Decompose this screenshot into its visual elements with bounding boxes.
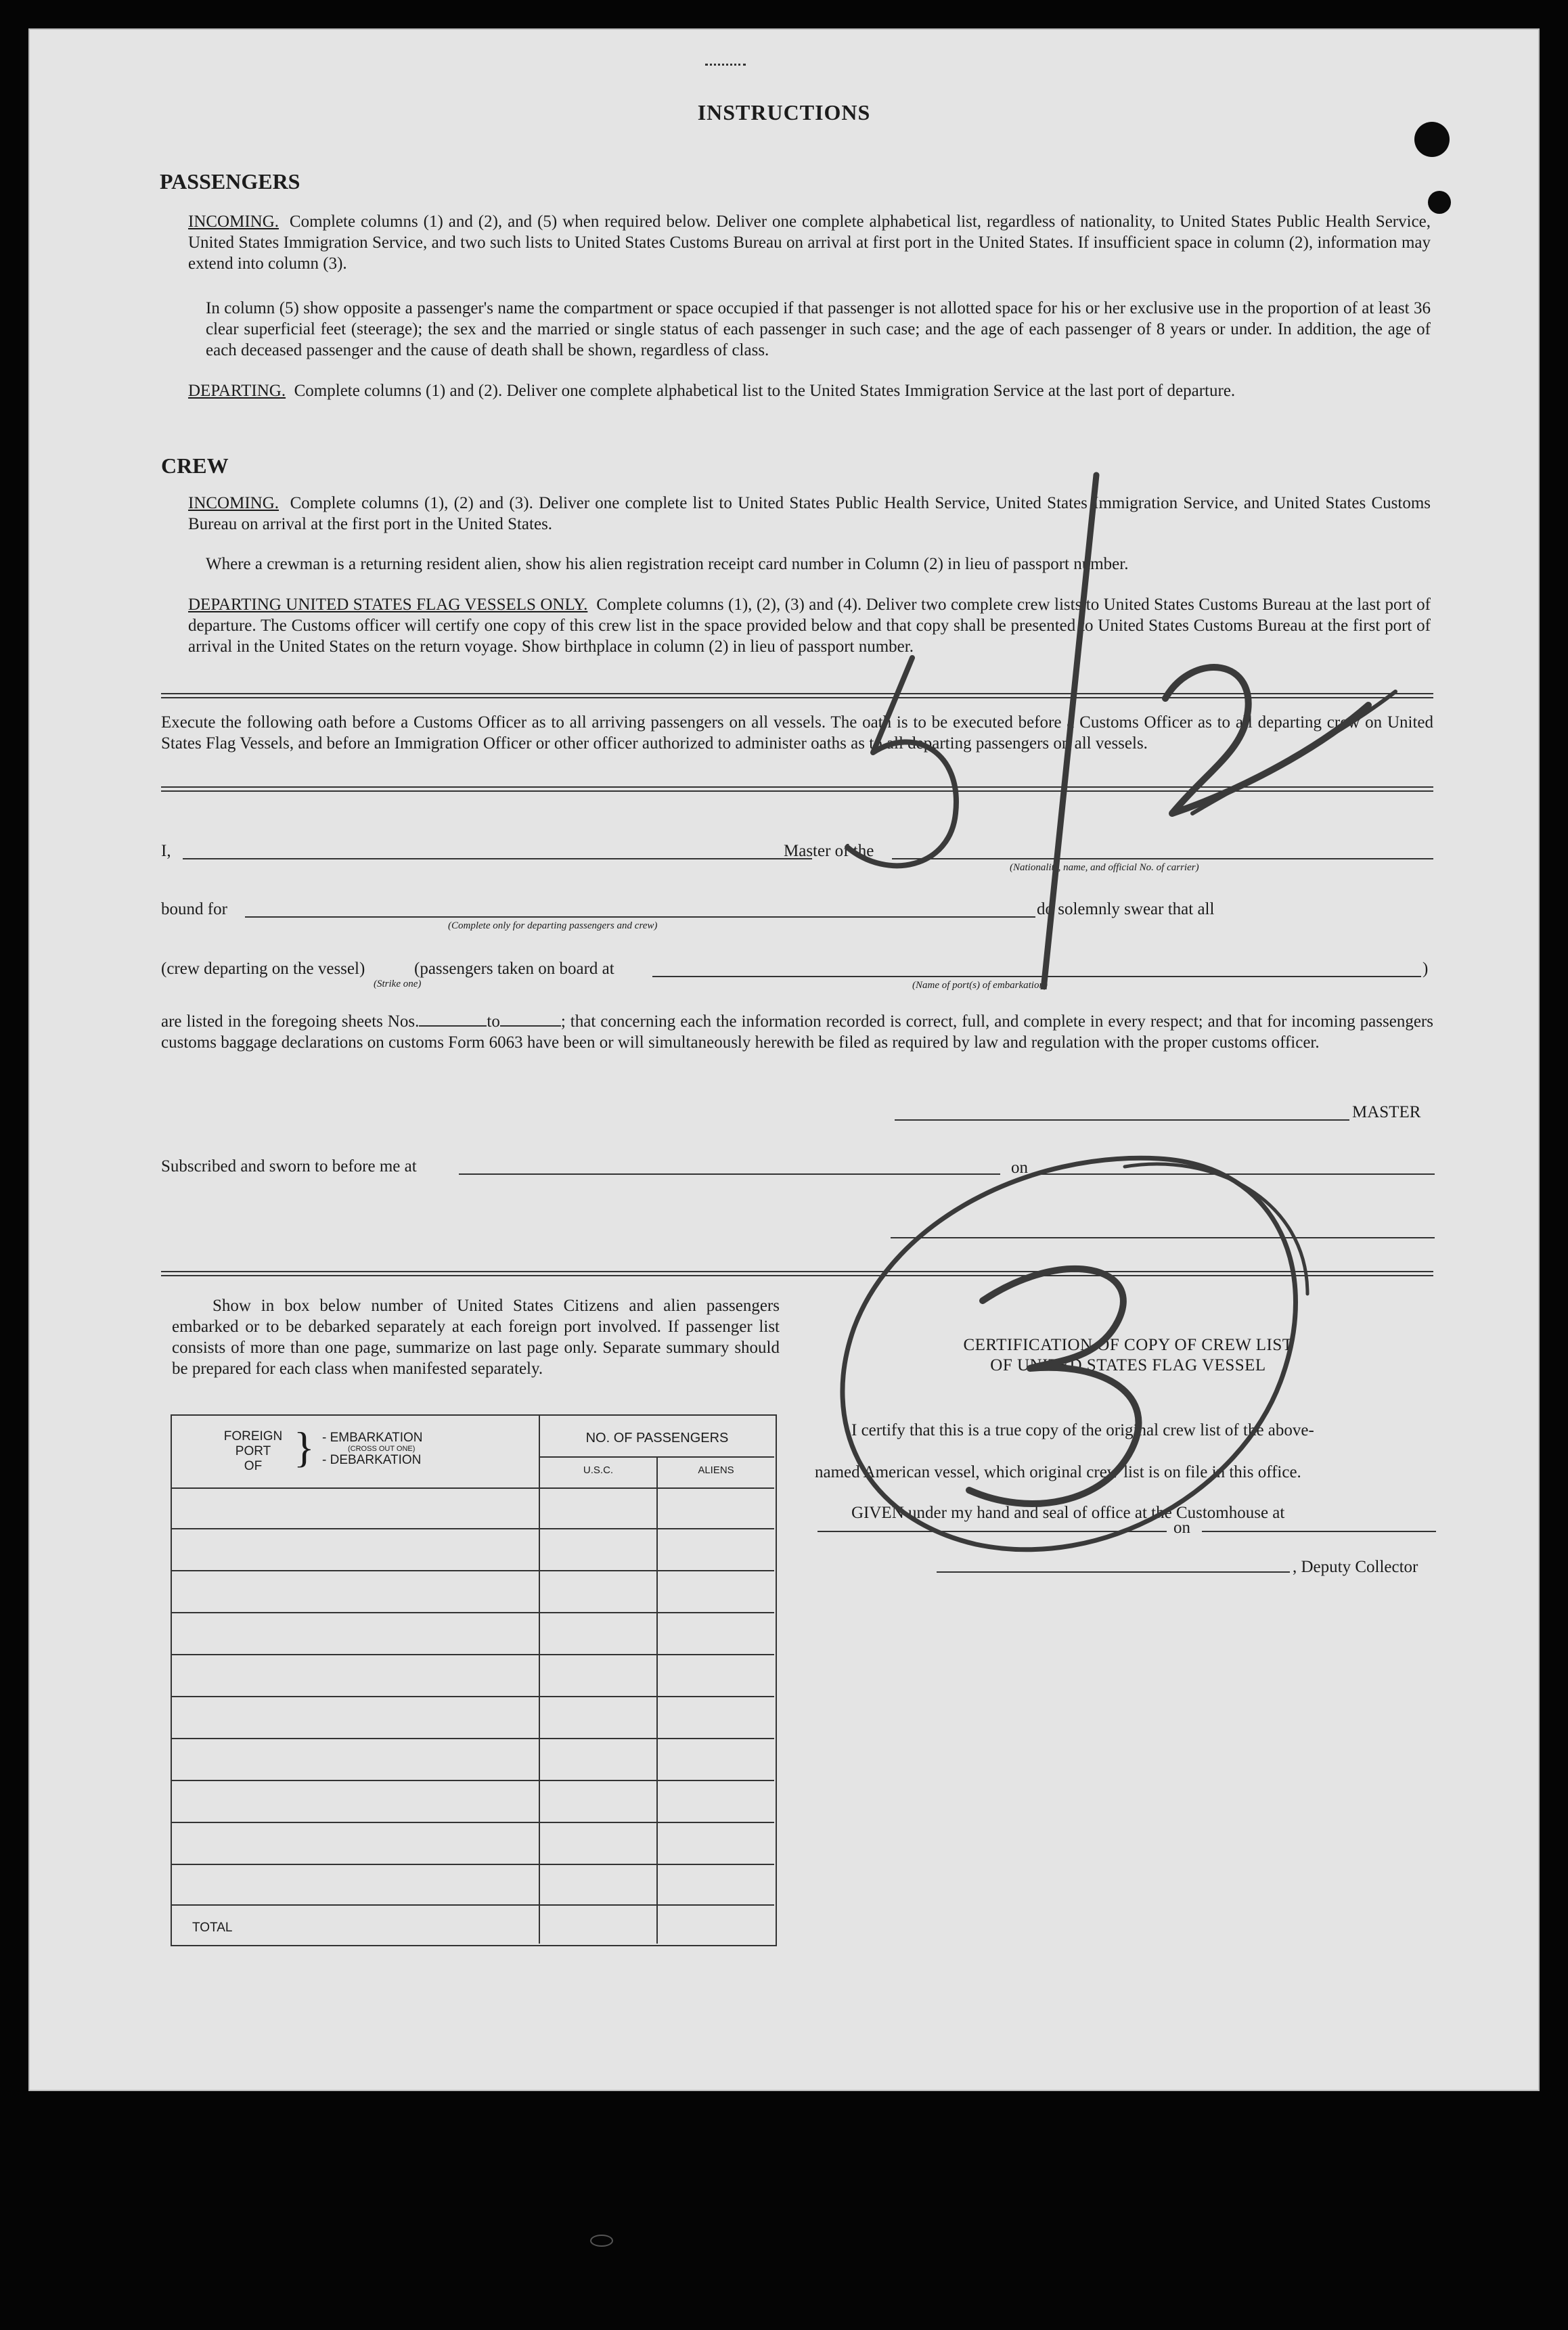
summary-instructions: Show in box below number of United States Citizens and alien passengers embarked or to be debarked separately at each foreign port involved. If passenger list consists of more than one page, summarize on last page only. Separate summary should be prepared for each class when manifested separately.	[172, 1297, 780, 1378]
listed-statement	[161, 1011, 1433, 1053]
bound-for-caption: (Complete only for departing passengers and crew)	[448, 920, 658, 931]
table-row[interactable]	[172, 1528, 774, 1570]
brace-glyph: }	[294, 1423, 315, 1471]
handwritten-slash	[1044, 475, 1096, 989]
passengers-departing-label: DEPARTING.	[188, 382, 286, 400]
passengers-column5-text: In column (5) show opposite a passenger's name the compartment or space occupied if that passenger is not allotted space for his or her exclusive use in the proportion of at least 36 clear superficial feet (steerage); the sex and the married or single status of each passenger in such case; and the age of each passenger of 8 years or under. In addition, the age of each deceased passenger and the cause of death shall be shown, regardless of class.	[206, 299, 1431, 359]
crew-crewman-text: Where a crewman is a returning resident alien, show his alien registration receipt card number in Column (2) in lieu of passport number.	[206, 555, 1129, 573]
punch-hole-mark	[1428, 191, 1451, 214]
crew-incoming-text: Complete columns (1), (2) and (3). Deliver one complete list to United States Public Health Service, United States Immigration Service, and United States Customs Bureau on arrival at the first port in the United States.	[188, 494, 1431, 533]
embarkation-port-caption: (Name of port(s) of embarkation)	[912, 980, 1048, 991]
table-row[interactable]	[172, 1487, 774, 1529]
listed-text-a: are listed in the foregoing sheets Nos.	[161, 1012, 420, 1031]
crew-departing-label: DEPARTING UNITED STATES FLAG VESSELS ONLY.	[188, 596, 588, 614]
cross-out-one-label: (CROSS OUT ONE)	[348, 1445, 416, 1453]
table-row[interactable]	[172, 1822, 774, 1864]
oath-intro: Execute the following oath before a Customs Officer as to all arriving passengers on all vessels. The oath is to be executed before a Customs Officer as to all departing crew on United States Flag Vessels, and before an Immigration Officer or other officer authorized to administer oaths as to all departing passengers on all vessels.	[161, 713, 1433, 753]
deputy-collector-signature-line[interactable]	[937, 1571, 1290, 1573]
punch-hole-mark	[1414, 122, 1450, 157]
aliens-header: ALIENS	[698, 1464, 734, 1476]
foreign-port-word: FOREIGN	[223, 1429, 283, 1443]
no-of-passengers-header: NO. OF PASSENGERS	[585, 1431, 729, 1446]
crew-heading: CREW	[161, 453, 229, 478]
certification-line-1: I certify that this is a true copy of the original crew list of the above-	[851, 1421, 1314, 1439]
speck-mark	[705, 64, 746, 70]
passengers-column5-paragraph	[206, 298, 1431, 361]
sheet-from-field[interactable]	[419, 1025, 487, 1027]
total-row[interactable]	[172, 1904, 774, 1945]
table-row[interactable]	[172, 1570, 774, 1612]
crew-departing-text: Complete columns (1), (2), (3) and (4). Deliver two complete crew lists to United States Customs Bureau at the last port of departure. The Customs officer will certify one copy of this crew list in the space provided below and that copy shall be presented to United States Customs Bureau at the first port of arrival in the United States on the return voyage. Show birthplace in column (2) in lieu of passport number.	[188, 596, 1431, 656]
page-title: INSTRUCTIONS	[697, 100, 871, 125]
embark-debark-header	[322, 1431, 423, 1467]
certification-heading-2: OF UNITED STATES FLAG VESSEL	[990, 1356, 1266, 1374]
master-name-line[interactable]	[183, 858, 812, 859]
listed-text-b: ; that concerning each the information recorded is correct, full, and complete in every respect; and that for incoming passengers customs baggage declarations on customs Form 6063 have been or will simultaneously herewith be filed as required by law and regulation with the proper customs officer.	[161, 1012, 1433, 1052]
embarkation-label: - EMBARKATION	[322, 1431, 423, 1445]
table-row[interactable]	[172, 1654, 774, 1696]
passengers-heading: PASSENGERS	[160, 169, 300, 194]
table-row[interactable]	[172, 1696, 774, 1738]
close-paren: )	[1423, 960, 1429, 978]
master-signature-line[interactable]	[895, 1119, 1349, 1121]
debarkation-label: - DEBARKATION	[322, 1453, 422, 1467]
passengers-departing-paragraph	[188, 380, 1431, 401]
subscribed-on-label: on	[1011, 1159, 1028, 1177]
document-page	[28, 28, 1540, 2091]
pencil-circle	[843, 1158, 1296, 1549]
passenger-summary-table	[171, 1414, 777, 1946]
passengers-taken-option: (passengers taken on board at	[414, 960, 614, 978]
passengers-incoming-paragraph	[188, 211, 1431, 274]
carrier-caption: (Nationality, name, and official No. of carrier)	[1010, 862, 1199, 873]
bound-for-label: bound for	[161, 900, 227, 918]
total-label: TOTAL	[192, 1921, 233, 1935]
oath-i-label: I,	[161, 842, 171, 860]
certification-heading-1: CERTIFICATION OF COPY OF CREW LIST	[963, 1336, 1293, 1354]
master-label: MASTER	[1352, 1103, 1421, 1121]
master-of-the-label: Master of the	[784, 842, 874, 860]
handwritten-circled-three	[807, 1138, 1321, 1571]
passengers-incoming-text: Complete columns (1) and (2), and (5) when required below. Deliver one complete alphabetical list, regardless of nationality, to United States Public Health Service, United States Immigration Service, and two such lists to United States Customs Bureau on arrival at first port in the United States. If insufficient space in column (2), information may extend into column (3).	[188, 212, 1431, 273]
crew-incoming-label: INCOMING.	[188, 494, 279, 512]
handwritten-two	[1165, 667, 1368, 813]
table-row[interactable]	[172, 1780, 774, 1822]
certification-line-3: GIVEN under my hand and seal of office at the Customhouse at	[851, 1504, 1285, 1522]
passengers-departing-text: Complete columns (1) and (2). Deliver one complete alphabetical list to the United States Immigration Service at the last port of departure.	[294, 382, 1236, 400]
passengers-incoming-label: INCOMING.	[188, 212, 279, 231]
usc-header: U.S.C.	[583, 1464, 614, 1476]
foreign-port-of-header	[212, 1429, 294, 1474]
foreign-port-word: PORT	[235, 1444, 271, 1458]
foreign-port-word: OF	[244, 1459, 263, 1473]
certification-on-label: on	[1173, 1519, 1190, 1537]
listed-to-label: to	[487, 1012, 500, 1031]
subscribed-label: Subscribed and sworn to before me at	[161, 1157, 417, 1175]
table-row[interactable]	[172, 1612, 774, 1654]
strike-one-caption: (Strike one)	[374, 979, 422, 989]
crew-departing-option: (crew departing on the vessel)	[161, 960, 365, 978]
scanner-edge-mark	[590, 2235, 613, 2247]
table-row[interactable]	[172, 1864, 774, 1906]
swear-text: do solemnly swear that all	[1037, 900, 1215, 918]
deputy-collector-label: , Deputy Collector	[1293, 1558, 1418, 1576]
table-row[interactable]	[172, 1738, 774, 1780]
handwritten-page-marking	[773, 434, 1436, 989]
handwritten-three	[969, 1269, 1138, 1504]
sheet-to-field[interactable]	[500, 1025, 561, 1027]
handwritten-five	[847, 658, 956, 866]
certification-line-2: named American vessel, which original crew list is on file in this office.	[815, 1463, 1301, 1481]
